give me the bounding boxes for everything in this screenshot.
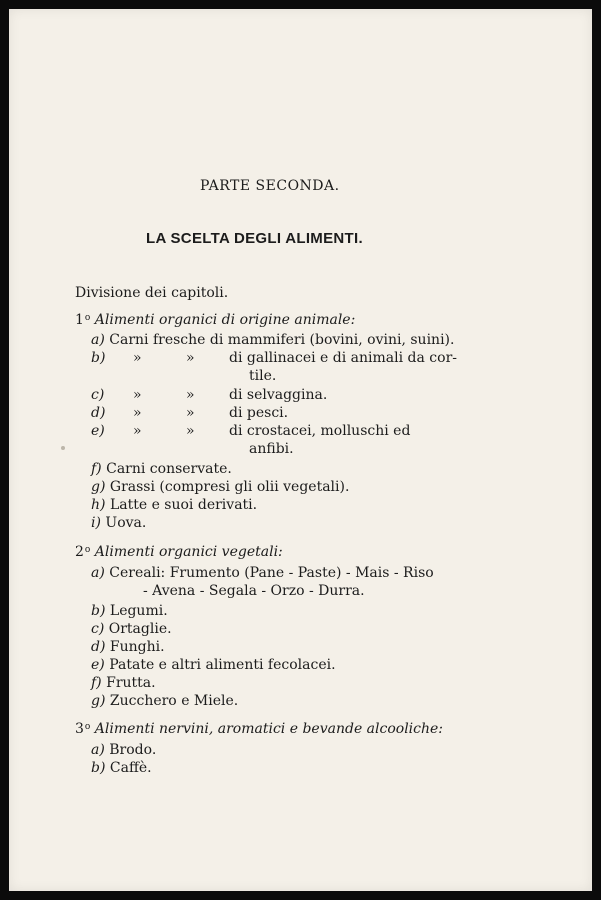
section-title: Alimenti organici di origine animale:: [94, 312, 356, 328]
item-letter: c): [91, 387, 105, 403]
item-text: Patate e altri alimenti fecolacei.: [109, 657, 336, 673]
item-text: Legumi.: [109, 603, 168, 619]
section-3-heading: [75, 720, 443, 738]
ditto-mark: »: [133, 405, 142, 421]
list-item: [91, 478, 349, 496]
section-number-sup: o: [84, 722, 91, 732]
item-letter: e): [91, 423, 105, 439]
item-letter: a): [91, 565, 105, 581]
item-text: Zucchero e Miele.: [109, 693, 239, 709]
list-item: [91, 331, 454, 349]
section-number: 1: [75, 312, 84, 328]
item-text: di selvaggina.: [229, 387, 328, 403]
ditto-mark: »: [133, 423, 142, 439]
section-number: 3: [75, 721, 84, 737]
item-text: Carni fresche di mammiferi (bovini, ovini, suini).: [109, 332, 455, 348]
item-letter: b): [91, 603, 106, 619]
item-text: Latte e suoi derivati.: [109, 497, 258, 513]
item-letter: f): [91, 461, 102, 477]
ditto-mark: »: [186, 387, 195, 403]
list-item: [91, 759, 152, 777]
item-letter: e): [91, 657, 105, 673]
ditto-mark: »: [133, 350, 142, 366]
item-text: Caffè.: [109, 760, 152, 776]
list-item: [91, 692, 238, 710]
intro-line: Divisione dei capitoli.: [75, 285, 229, 301]
item-text: Grassi (compresi gli olii vegetali).: [109, 479, 350, 495]
ditto-mark: »: [186, 405, 195, 421]
item-text: Ortaglie.: [108, 621, 172, 637]
item-letter: b): [91, 760, 106, 776]
section-number: 2: [75, 544, 84, 560]
item-continuation: tile.: [249, 368, 277, 384]
item-text: Carni conservate.: [106, 461, 232, 477]
section-title: Alimenti organici vegetali:: [94, 544, 283, 560]
item-letter: c): [91, 621, 105, 637]
list-item: [91, 564, 434, 582]
item-continuation: - Avena - Segala - Orzo - Durra.: [143, 583, 365, 599]
list-item: [91, 514, 146, 532]
item-text: di pesci.: [229, 405, 289, 421]
list-item: [91, 460, 232, 478]
paper-speck: [61, 446, 65, 450]
item-text: di gallinacei e di animali da cor-: [229, 350, 457, 366]
item-letter: g): [91, 479, 106, 495]
item-text: di crostacei, molluschi ed: [229, 423, 411, 439]
item-text: Uova.: [105, 515, 147, 531]
list-item: [91, 620, 172, 638]
item-letter: a): [91, 332, 105, 348]
item-letter: g): [91, 693, 106, 709]
item-letter: b): [91, 350, 106, 366]
page-title: LA SCELTA DEGLI ALIMENTI.: [146, 230, 363, 247]
item-letter: f): [91, 675, 102, 691]
item-letter: i): [91, 515, 101, 531]
item-letter: d): [91, 405, 106, 421]
item-text: Cereali: Frumento (Pane - Paste) - Mais - Riso: [109, 565, 434, 581]
list-item: [91, 602, 168, 620]
list-item: [91, 496, 257, 514]
section-2-heading: [75, 543, 283, 561]
item-letter: a): [91, 742, 105, 758]
ditto-mark: »: [186, 350, 195, 366]
list-item: [91, 741, 156, 759]
section-number-sup: o: [84, 545, 91, 555]
ditto-mark: »: [133, 387, 142, 403]
item-letter: d): [91, 639, 106, 655]
ditto-mark: »: [186, 423, 195, 439]
list-item: [91, 656, 336, 674]
book-page: [9, 9, 592, 891]
item-text: Funghi.: [109, 639, 165, 655]
item-letter: h): [91, 497, 106, 513]
list-item: [91, 638, 165, 656]
list-item: [91, 674, 156, 692]
part-heading: PARTE SECONDA.: [200, 178, 340, 194]
item-text: Brodo.: [109, 742, 157, 758]
section-1-heading: [75, 311, 355, 329]
item-continuation: anfibi.: [249, 441, 294, 457]
section-number-sup: o: [84, 313, 91, 323]
item-text: Frutta.: [106, 675, 156, 691]
section-title: Alimenti nervini, aromatici e bevande alcooliche:: [94, 721, 444, 737]
